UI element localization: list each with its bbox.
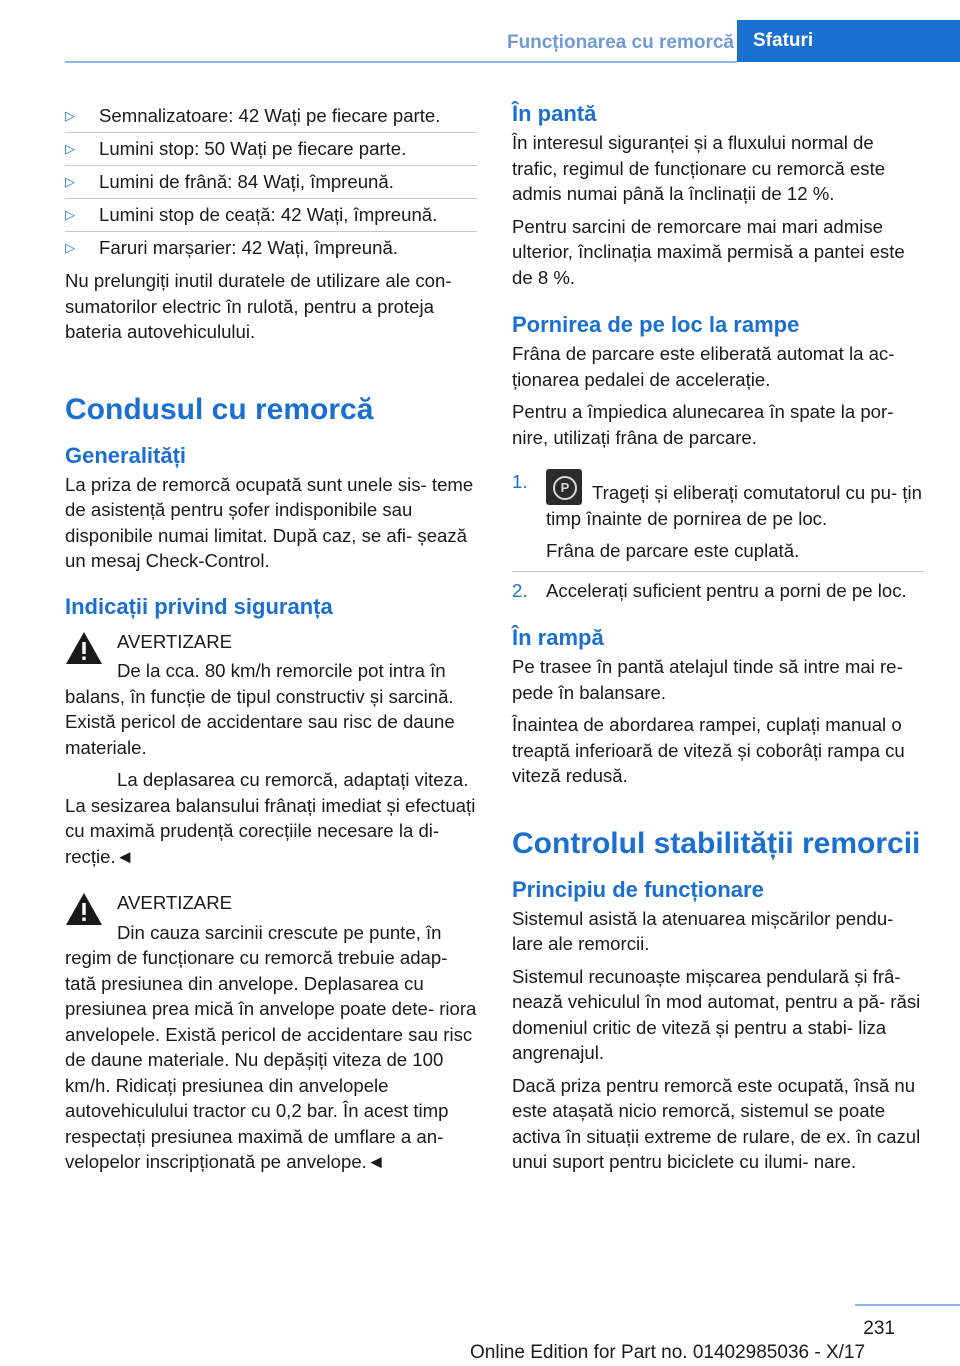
warning-text: La deplasarea cu remorcă, adaptați viteza. La sesizarea balansului frânați imediat și efectuați cu maximă prudență corecțiile necesare la di- recție.◄ <box>65 769 476 867</box>
heading-general: Generalități <box>65 442 187 468</box>
heading-principle: Principiu de funcționare <box>512 876 764 902</box>
list-item: ▷ Semnalizatoare: 42 Wați pe fiecare parte. <box>65 100 477 133</box>
header-rule <box>65 61 737 63</box>
list-item <box>512 469 924 564</box>
general-text: La priza de remorcă ocupată sunt unele sis- teme de asistență pentru șofer indisponibile sau disponibile numai limitat. După caz, se afi- șează un mesaj Check-Control. <box>65 473 474 571</box>
slope-text-1: În interesul siguranței și a fluxului normal de trafic, regimul de funcționare cu remorcă este admis numai până la înclinații de 12 %. <box>512 132 886 204</box>
warning-triangle-icon <box>65 892 103 926</box>
heading-ramp-start: Pornirea de pe loc la rampe <box>512 312 800 337</box>
triangle-right-icon: ▷ <box>65 108 75 123</box>
list-item: ▷ Lumini stop de ceață: 42 Wați, împreună. <box>65 199 477 232</box>
step-text: Trageți și eliberați comutatorul cu pu- țin timp înainte de pornirea de pe loc. <box>546 482 923 529</box>
warning-block-1 <box>65 629 477 870</box>
list-item: ▷ Lumini stop: 50 Wați pe fiecare parte. <box>65 133 477 166</box>
principle-text-3: Dacă priza pentru remorcă este ocupată, însă nu este atașată nicio remorcă, sistemul se poate activa în situații extreme de rulare, de ex. în cazul unui suport pentru biciclete cu ilumi- nare. <box>512 1074 921 1172</box>
warning-text: De la cca. 80 km/h remorcile pot intra în balans, în funcție de tipul constructiv și sarcină. Există pericol de accidentare sau risc de daune materiale. <box>65 660 455 758</box>
bulb-list <box>65 100 477 264</box>
heading-slope: În pantă <box>512 101 597 126</box>
step-text: Accelerați suficient pentru a porni de pe loc. <box>546 579 907 601</box>
page-number: 231 <box>863 1318 895 1339</box>
ramp-text-1: Pe trasee în pantă atelajul tinde să intre mai re- pede în balansare. <box>512 656 903 703</box>
header-chapter-tab: Sfaturi <box>737 20 960 62</box>
heading-safety: Indicații privind siguranța <box>65 593 333 619</box>
warning-title: AVERTIZARE <box>117 892 233 913</box>
step-number: 1. <box>512 471 528 492</box>
footer-rule <box>855 1304 960 1306</box>
step-divider <box>512 571 924 572</box>
warning-text: Din cauza sarcinii crescute pe punte, în regim de funcționare cu remorcă trebuie adap- tată presiunea din anvelope. Deplasarea cu presiunea prea mică în anvelope poate dete- riora anvelopele. Există pericol de accidentare sau risc de daune materiale. Nu depășiți viteza de 100 km/h. Ridicați presiunea din anvelopele autovehiculului tractor cu 0,2 bar. În acest timp respectați presiunea maximă de umflare a an- velopelor inscripționată pe anvelope.◄ <box>65 921 477 1172</box>
step-number: 2. <box>512 579 528 601</box>
steps-list <box>512 469 924 603</box>
consumer-note: Nu prelungiți inutil duratele de utilizare ale con- sumatorilor electric în rulotă, pentru a proteja bateria autovehiculului. <box>65 270 452 342</box>
step-subtext: Frâna de parcare este cuplată. <box>546 540 800 561</box>
triangle-right-icon: ▷ <box>65 141 75 156</box>
principle-text-1: Sistemul asistă la atenuarea mișcărilor pendu- lare ale remorcii. <box>512 907 894 954</box>
list-item: ▷ Faruri marșarier: 42 Wați, împreună. <box>65 232 477 264</box>
parking-brake-icon: P <box>546 469 582 505</box>
right-column <box>512 100 924 1182</box>
ramp-start-text-1: Frâna de parcare este eliberată automat la ac- ționarea pedalei de accelerație. <box>512 343 895 390</box>
triangle-right-icon: ▷ <box>65 207 75 222</box>
slope-text-2: Pentru sarcini de remorcare mai mari admise ulterior, înclinația maximă permisă a pantei este de 8 %. <box>512 215 905 288</box>
section-title-trailer-driving: Condusul cu remorcă <box>65 392 374 426</box>
triangle-right-icon: ▷ <box>65 174 75 189</box>
header-section-title: Funcționarea cu remorcă <box>506 32 734 53</box>
warning-triangle-icon <box>65 631 103 665</box>
edition-note: Online Edition for Part no. 01402985036 - X/17 <box>470 1342 866 1363</box>
triangle-right-icon: ▷ <box>65 240 75 255</box>
list-item <box>512 578 924 604</box>
page-header <box>0 0 960 62</box>
section-title-stability: Controlul stabilității remorcii <box>512 826 921 860</box>
ramp-text-2: Înaintea de abordarea rampei, cuplați manual o treaptă inferioară de viteză și coborâți rampa cu viteză redusă. <box>512 714 905 786</box>
list-item: ▷ Lumini de frână: 84 Wați, împreună. <box>65 166 477 199</box>
principle-text-2: Sistemul recunoaște mișcarea pendulară și frâ- nează vehiculul în mod automat, pentru a pă- răsi domeniul critic de viteză și pentru a stabi- liza angrenajul. <box>512 965 921 1063</box>
warning-block-2 <box>65 890 477 1175</box>
warning-title: AVERTIZARE <box>117 630 233 652</box>
heading-ramp: În rampă <box>512 625 604 650</box>
ramp-start-text-2: Pentru a împiedica alunecarea în spate la por- nire, utilizați frâna de parcare. <box>512 401 894 448</box>
left-column <box>65 100 477 1182</box>
